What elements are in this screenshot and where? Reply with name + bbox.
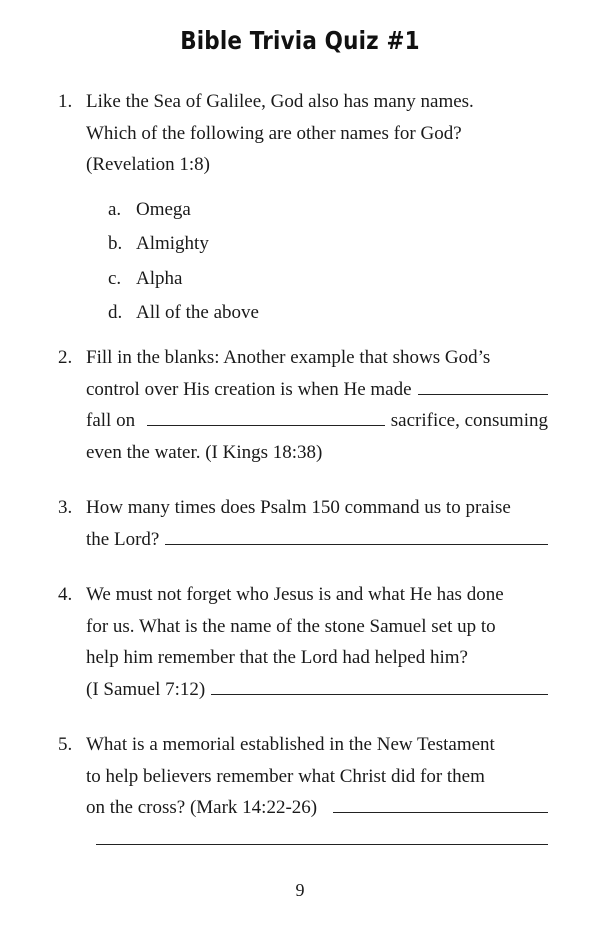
question-number: 3. — [58, 497, 73, 518]
option-letter: c. — [108, 267, 122, 289]
question-line — [86, 792, 548, 824]
option-letter: a. — [108, 198, 122, 220]
question-text: Which of the following are other names for God? — [86, 122, 462, 144]
question-line — [86, 374, 548, 406]
question-text: even the water. (I Kings 18:38) — [86, 441, 323, 463]
answer-options — [58, 193, 548, 331]
option-text: Omega — [136, 198, 191, 220]
question-text: for us. What is the name of the stone Samuel set up to — [86, 615, 496, 637]
option-letter: d. — [108, 302, 123, 324]
answer-blank[interactable] — [147, 407, 385, 426]
question-text: help him remember that the Lord had helped him? — [86, 647, 468, 669]
question-text: (I Samuel 7:12) — [86, 678, 206, 700]
question-line — [86, 524, 548, 556]
question-2 — [58, 342, 548, 468]
page-title: Bible Trivia Quiz #1 — [180, 26, 420, 55]
question-3 — [58, 492, 548, 555]
question-number: 2. — [58, 347, 73, 368]
question-text: the Lord? — [86, 528, 160, 550]
question-text: sacrifice, consuming — [390, 410, 548, 432]
question-number: 1. — [58, 91, 73, 112]
option-c — [108, 262, 548, 297]
question-number: 5. — [58, 734, 73, 755]
option-text: Almighty — [136, 233, 209, 255]
option-b — [108, 227, 548, 262]
answer-blank[interactable] — [165, 526, 548, 545]
question-text: Fill in the blanks: Another example that shows God’s — [86, 347, 491, 368]
answer-blank[interactable] — [211, 676, 548, 695]
question-line — [86, 405, 548, 437]
option-a — [108, 193, 548, 228]
question-text: What is a memorial established in the New Testament — [86, 734, 495, 755]
option-d — [108, 296, 548, 331]
question-text: to help believers remember what Christ did for them — [86, 765, 485, 787]
question-text: Like the Sea of Galilee, God also has many names. — [86, 91, 474, 112]
question-1 — [58, 86, 548, 331]
question-number: 4. — [58, 584, 73, 605]
question-text: We must not forget who Jesus is and what He has done — [86, 584, 504, 605]
question-line — [86, 674, 548, 706]
question-4 — [58, 579, 548, 705]
answer-blank[interactable] — [96, 826, 548, 845]
answer-blank[interactable] — [418, 376, 548, 395]
answer-blank[interactable] — [333, 794, 548, 813]
option-letter: b. — [108, 233, 123, 255]
question-text: on the cross? (Mark 14:22-26) — [86, 797, 318, 819]
question-5 — [58, 729, 548, 845]
question-text: How many times does Psalm 150 command us to praise — [86, 497, 511, 518]
question-text: (Revelation 1:8) — [86, 154, 210, 176]
question-text: control over His creation is when He made — [86, 378, 412, 400]
question-line — [86, 826, 548, 845]
option-text: All of the above — [136, 302, 259, 324]
question-text: fall on — [86, 410, 136, 432]
page-number: 9 — [295, 880, 305, 900]
option-text: Alpha — [136, 267, 183, 289]
